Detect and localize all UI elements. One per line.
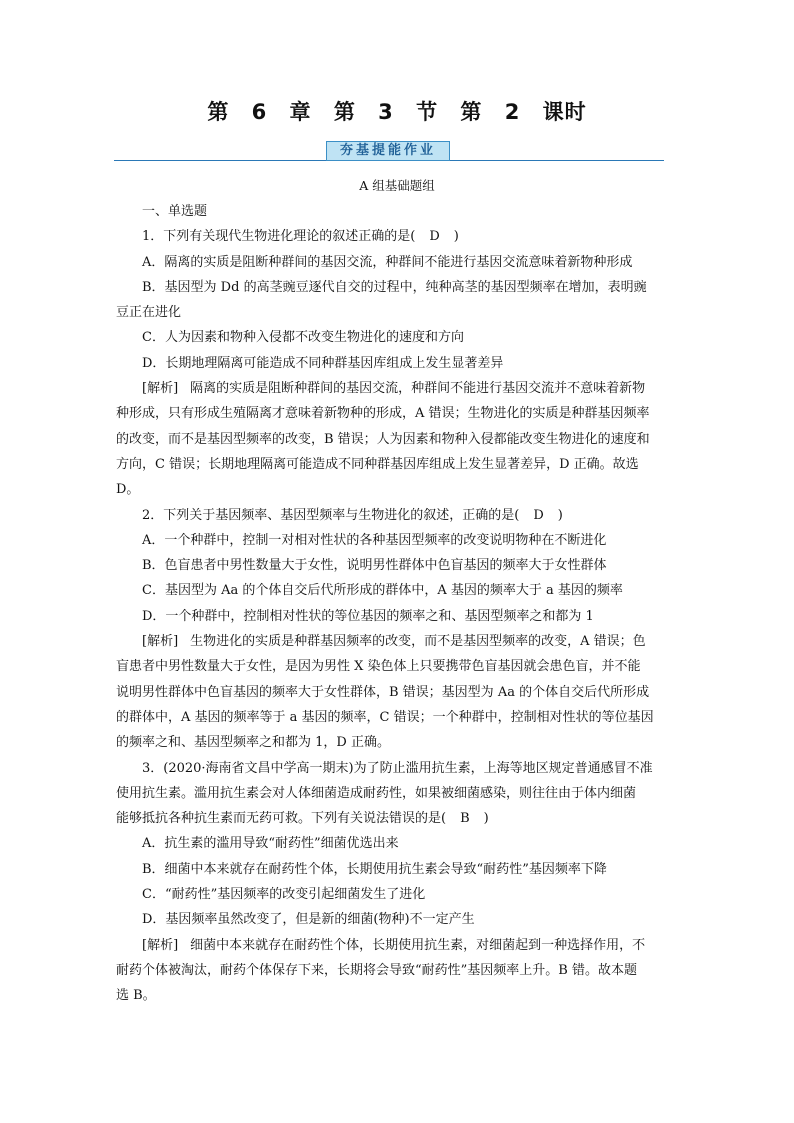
question-3-answer: B: [460, 811, 470, 827]
question-2-answer: D: [533, 507, 544, 523]
analysis-label: [解析]: [142, 937, 179, 953]
question-3-option-d: D．基因频率虽然改变了，但是新的细菌(物种)不一定产生: [142, 912, 475, 928]
assignment-banner: 夯基提能作业: [326, 141, 450, 161]
page-title: [0, 96, 794, 126]
question-3-close: ): [483, 811, 489, 827]
question-2-option-a: A．一个种群中，控制一对相对性状的各种基因型频率的改变说明物种在不断进化: [142, 532, 607, 548]
analysis-text: 隔离的实质是阻断种群间的基因交流，种群间不能进行基因交流并不意味着新物: [190, 381, 646, 397]
chapter-label: 第 6 章: [207, 100, 312, 124]
question-2-option-c: C．基因型为 Aa 的个体自交后代所形成的群体中，A 基因的频率大于 a 基因的频率: [142, 583, 623, 599]
question-2-analysis-line-2: 盲患者中男性数量大于女性，是因为男性 X 染色体上只要携带色盲基因就会患色盲，并不能: [116, 659, 641, 675]
question-3-stem-line-2: 使用抗生素。滥用抗生素会对人体细菌造成耐药性，如果被细菌感染，则往往由于体内细菌: [116, 785, 637, 801]
question-1-option-b: B．基因型为 Dd 的高茎豌豆逐代自交的过程中，纯种高茎的基因型频率在增加，表明豌: [142, 279, 647, 295]
question-3-analysis-line-2: 耐药个体被淘汰，耐药个体保存下来，长期将会导致“耐药性”基因频率上升。B 错。故本题: [116, 962, 637, 978]
question-2-stem: [116, 503, 682, 528]
question-2-text: 2．下列关于基因频率、基因型频率与生物进化的叙述，正确的是(: [142, 507, 520, 523]
lesson-label: 第 2 课时: [460, 100, 587, 124]
question-2-analysis-line-5: 的频率之和、基因型频率之和都为 1，D 正确。: [116, 735, 390, 751]
question-3-option-b: B．细菌中本来就存在耐药性个体，长期使用抗生素会导致“耐药性”基因频率下降: [142, 861, 607, 877]
question-1-option-d: D．长期地理隔离可能造成不同种群基因库组成上发生显著差异: [142, 355, 504, 371]
question-1-analysis-line-1: [116, 376, 682, 401]
question-1-option-c: C．人为因素和物种入侵都不改变生物进化的速度和方向: [142, 330, 464, 346]
section-label: 第 3 节: [333, 100, 439, 124]
question-1-analysis-line-4: 方向，C 错误；长期地理隔离可能造成不同种群基因库组成上发生显著差异，D 正确。故选: [116, 456, 639, 472]
question-1-option-b-cont: 豆正在进化: [116, 305, 182, 321]
question-3-stem-line-1: 3．(2020·海南省文昌中学高一期末)为了防止滥用抗生素，上海等地区规定普通感冒不准: [142, 760, 653, 776]
analysis-label: [解析]: [142, 381, 179, 397]
question-2-analysis-line-3: 说明男性群体中色盲基因的频率大于女性群体，B 错误；基因型为 Aa 的个体自交后代所形成: [116, 684, 650, 700]
question-3-text: 能够抵抗各种抗生素而无药可救。下列有关说法错误的是(: [116, 811, 447, 827]
analysis-text: 生物进化的实质是种群基因频率的改变，而不是基因型频率的改变，A 错误；色: [190, 634, 646, 650]
question-1-answer: D: [429, 229, 440, 245]
group-title: A 组基础题组: [359, 178, 435, 193]
question-3-option-c: C．“耐药性”基因频率的改变引起细菌发生了进化: [142, 887, 426, 903]
question-2-analysis-line-4: 的群体中，A 基因的频率等于 a 基因的频率，C 错误；一个种群中，控制相对性状的等位基因: [116, 709, 654, 725]
question-2-option-b: B．色盲患者中男性数量大于女性，说明男性群体中色盲基因的频率大于女性群体: [142, 558, 607, 574]
question-1-analysis-line-3: 的改变，而不是基因型频率的改变，B 错误；人为因素和物种入侵都能改变生物进化的速度和: [116, 431, 650, 447]
question-1-analysis-line-5: D。: [116, 482, 140, 498]
analysis-label: [解析]: [142, 634, 179, 650]
analysis-text: 细菌中本来就存在耐药性个体，长期使用抗生素，对细菌起到一种选择作用，不: [190, 937, 646, 953]
question-1-option-a: A．隔离的实质是阻断种群间的基因交流，种群间不能进行基因交流意味着新物种形成: [142, 254, 633, 270]
question-1-analysis-line-2: 种形成，只有形成生殖隔离才意味着新物种的形成，A 错误；生物进化的实质是种群基因频率: [116, 406, 650, 422]
question-3-analysis-line-1: [116, 933, 682, 958]
section-title: 一、单选题: [142, 204, 208, 219]
question-3-analysis-line-3: 选 B。: [116, 988, 156, 1004]
questions-body: [116, 199, 682, 1009]
question-1-close: ): [453, 229, 459, 245]
question-1-text: 1．下列有关现代生物进化理论的叙述正确的是(: [142, 229, 416, 245]
question-2-option-d: D．一个种群中，控制相对性状的等位基因的频率之和、基因型频率之和都为 1: [142, 608, 594, 624]
question-2-analysis-line-1: [116, 629, 682, 654]
question-3-stem-line-3: [116, 806, 682, 831]
question-1-stem: [116, 224, 682, 249]
question-2-close: ): [557, 507, 563, 523]
question-3-option-a: A．抗生素的滥用导致“耐药性”细菌优选出来: [142, 836, 399, 852]
